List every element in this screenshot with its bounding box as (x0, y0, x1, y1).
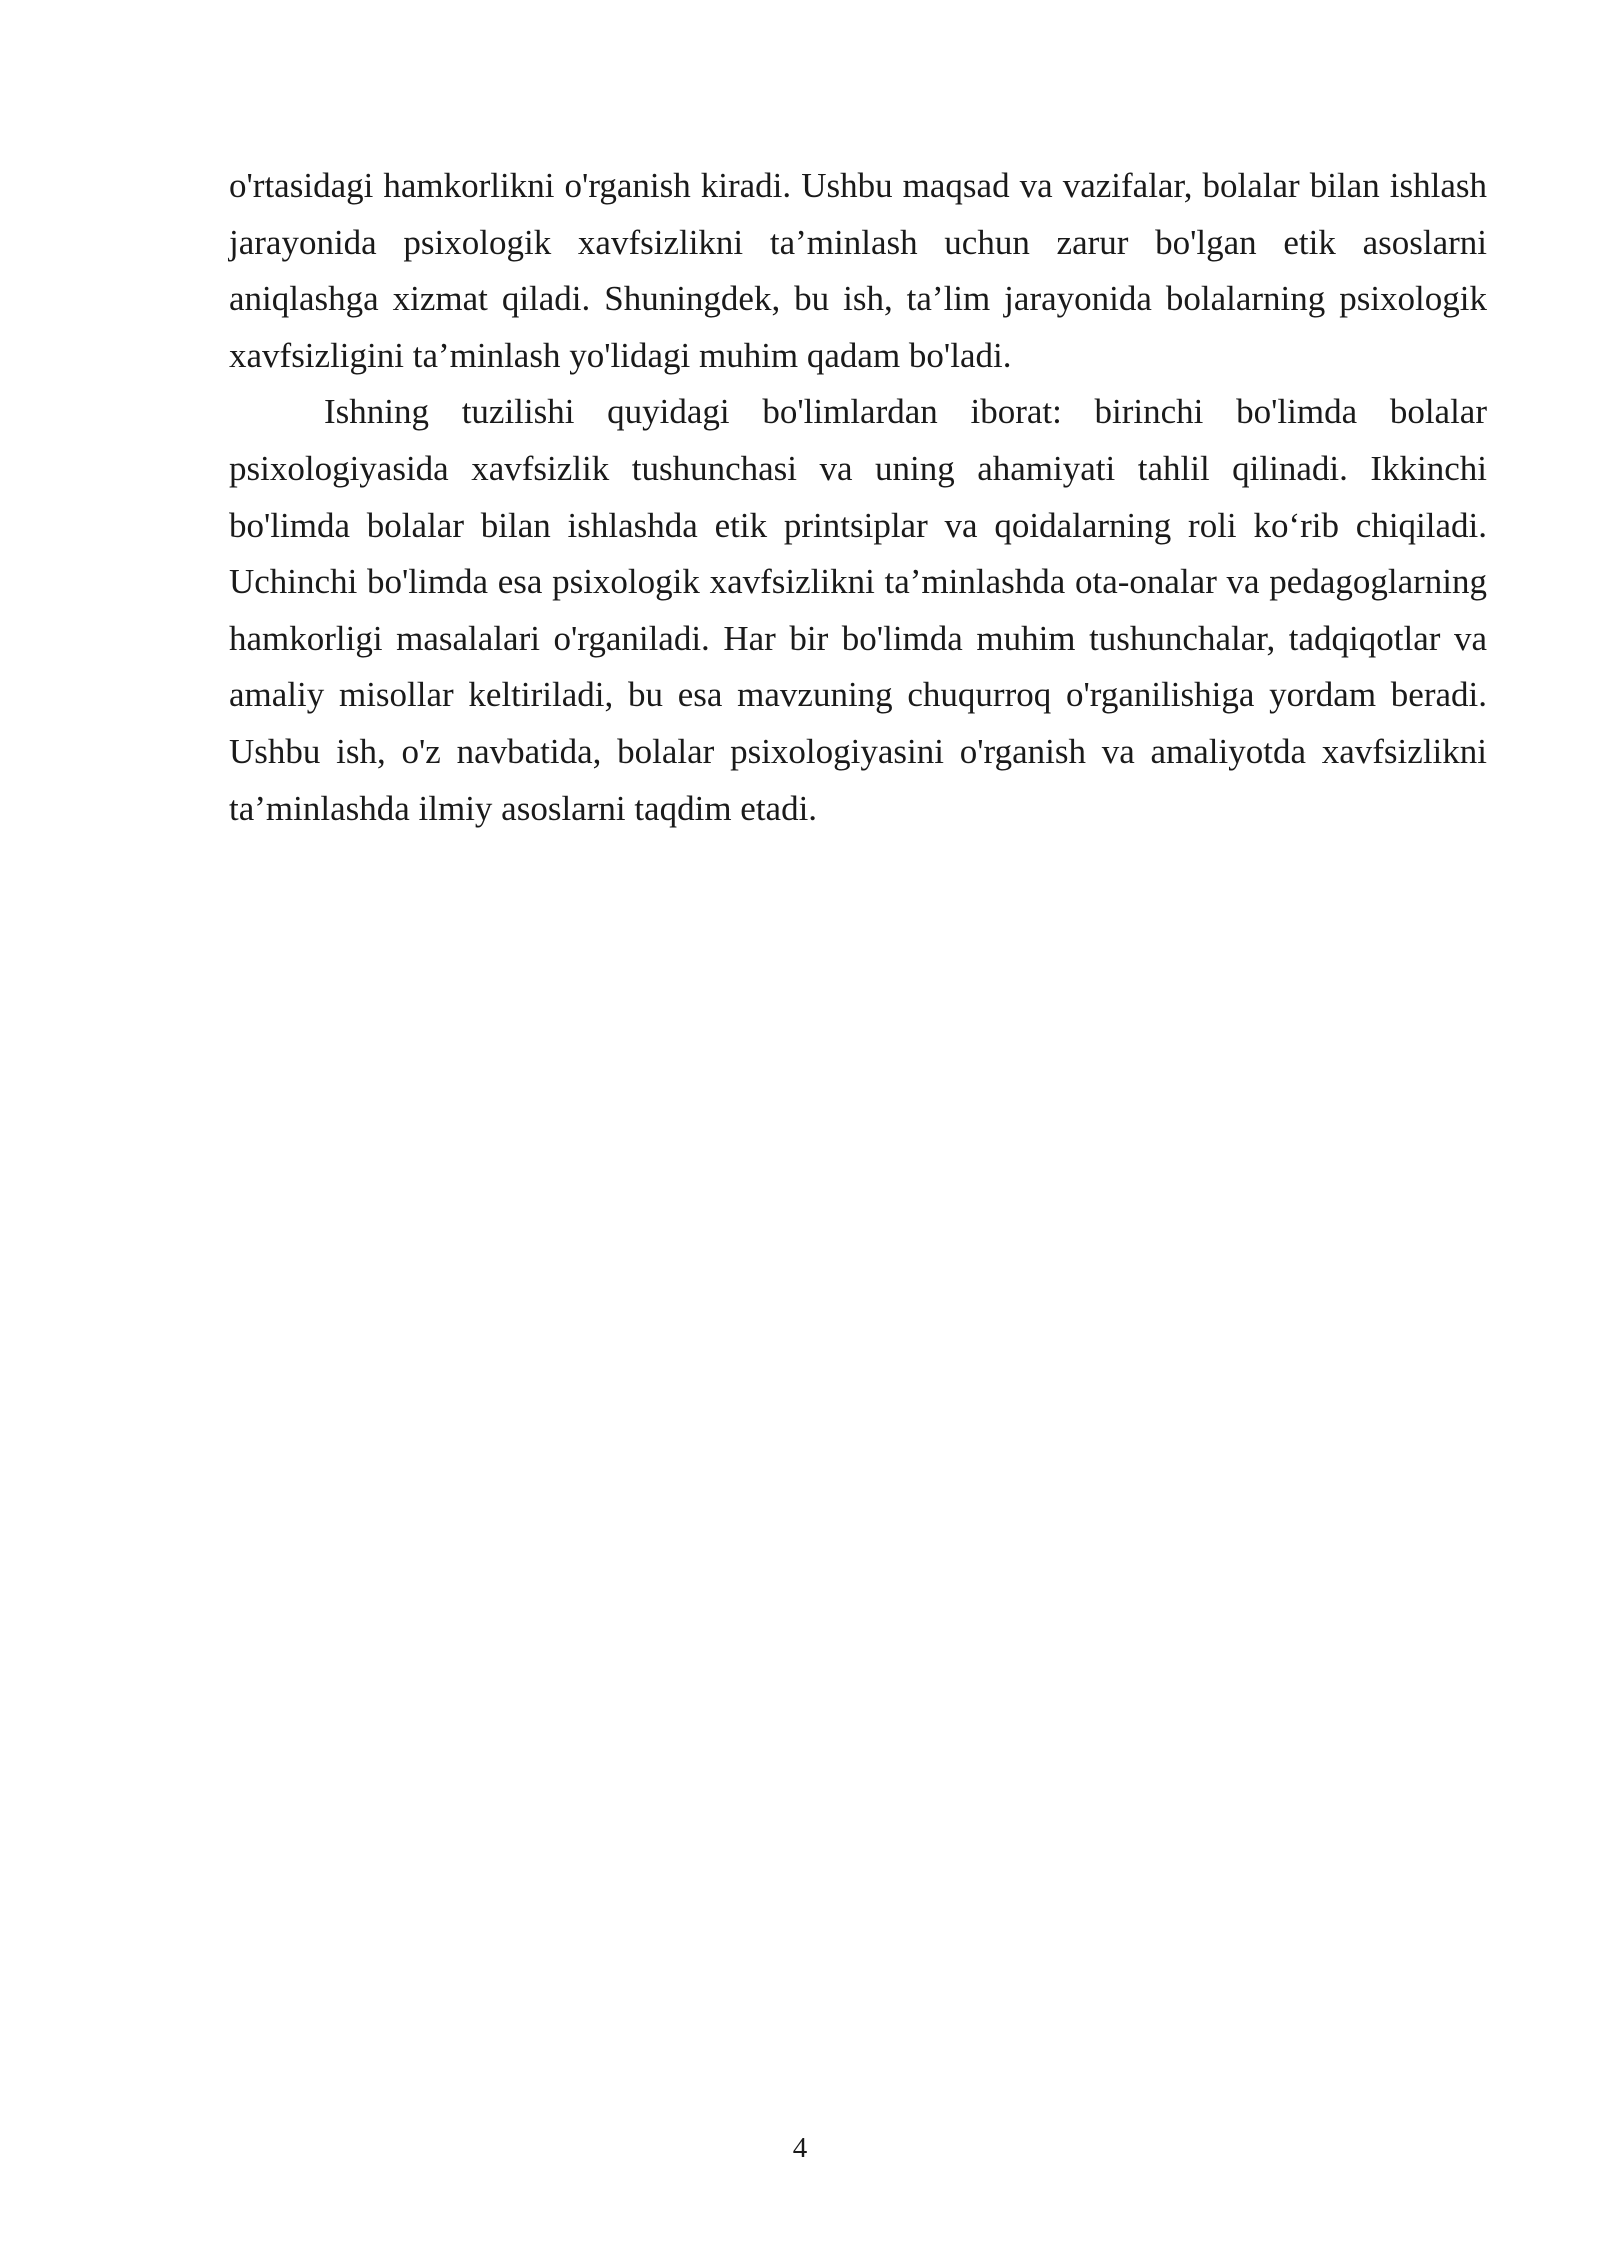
page-number: 4 (792, 2132, 808, 2164)
body-text (229, 158, 1487, 837)
paragraph-continuation: o'rtasidagi hamkorlikni o'rganish kiradi. Ushbu maqsad va vazifalar, bolalar bilan ishlash jarayonida psixologik xavfsizlikni ta’minlash uchun zarur bo'lgan etik asoslarni aniqlashga xizmat qiladi. Shuningdek, bu ish, ta’lim jarayonida bolalarning psixologik xavfsizligini ta’minlash yo'lidagi muhim qadam bo'ladi. (229, 166, 1487, 375)
paragraph-structure: Ishning tuzilishi quyidagi bo'limlardan iborat: birinchi bo'limda bolalar psixologiyasida xavfsizlik tushunchasi va uning ahamiyati tahlil qilinadi. Ikkinchi bo'limda bolalar bilan ishlashda etik printsiplar va qoidalarning roli ko‘rib chiqiladi. Uchinchi bo'limda esa psixologik xavfsizlikni ta’minlashda ota-onalar va pedagoglarning hamkorligi masalalari o'rganiladi. Har bir bo'limda muhim tushunchalar, tadqiqotlar va amaliy misollar keltiriladi, bu esa mavzuning chuqurroq o'rganilishiga yordam beradi. Ushbu ish, o'z navbatida, bolalar psixologiyasini o'rganish va amaliyotda xavfsizlikni ta’minlashda ilmiy asoslarni taqdim etadi. (229, 392, 1487, 828)
